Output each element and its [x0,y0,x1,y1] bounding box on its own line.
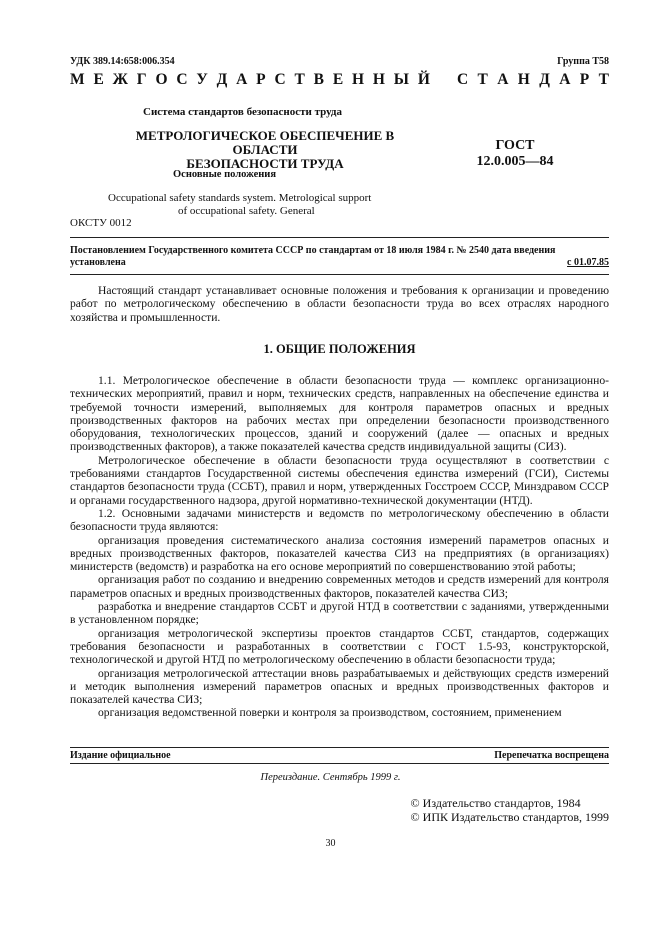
footer-notes [70,750,609,761]
gost-label: ГОСТ [495,138,535,153]
divider-top [70,237,609,238]
banner-word-interstate [70,71,430,89]
banner-letter: У [196,71,208,88]
banner-letter: Т [477,71,488,88]
paragraph: 1.1. Метрологическое обеспечение в области безопасности труда — комплекс организационно-технических мероприятий, правил и норм, технических средств, направленных на обеспечение единства и требуемой точности измерений, выполняемых для контроля параметров опасных и вредных производственных факторов на рабочих местах при определении безопасности производственного оборудования, технологических процессов, зданий и сооружений (далее — опасных и вредных производственных факторов), а также показателей качества средств индивидуальной защиты (СИЗ). [70,374,609,454]
banner-letter: А [497,71,509,88]
banner-letter: Т [294,71,305,88]
banner-letter: М [70,71,85,88]
reissue-note: Переиздание. Сентябрь 1999 г. [260,772,401,783]
intro-text: Настоящий стандарт устанавливает основные положения и требования к организации и проведению работ по метрологическому обеспечению в области безопасности труда во всех отраслях народного хозяйства и промышленности. [70,284,609,324]
reprint-prohibited: Перепечатка воспрещена [494,750,609,761]
gost-number: 12.0.005—84 [476,154,554,169]
banner-letter: Ж [112,71,128,88]
decree-note [70,245,609,269]
copyright-1999: © ИПК Издательство стандартов, 1999 [410,810,609,824]
paragraph: разработка и внедрение стандартов ССБТ и другой НТД в соответствии с заданиями, утвержденными в установленном порядке; [70,600,609,627]
english-title-line-1: Occupational safety standards system. Metrological support [108,192,372,204]
interstate-standard-banner [70,71,609,89]
title-line-2: БЕЗОПАСНОСТИ ТРУДА [186,156,344,171]
official-edition: Издание официальное [70,750,171,761]
banner-letter: О [155,71,168,88]
banner-letter: Н [517,71,530,88]
banner-letter: Г [136,71,147,88]
banner-letter: Й [417,71,430,88]
banner-letter: Р [579,71,590,88]
section-body [70,374,609,720]
divider-decree [70,274,609,275]
title-line-1: МЕТРОЛОГИЧЕСКОЕ ОБЕСПЕЧЕНИЕ В ОБЛАСТИ [135,128,395,157]
paragraph: организация метрологической аттестации вновь разрабатываемых и действующих средств измерений и методик выполнения измерений параметров опасных и вредных производственных факторов и показателей качества СИЗ; [70,666,609,707]
banner-letter: В [313,71,325,88]
banner-word-standard [457,71,609,89]
banner-letter: Н [352,71,365,88]
intro-paragraph [70,284,609,324]
udk-code: УДК 389.14:658:006.354 [70,56,175,67]
banner-letter: Е [93,71,104,88]
paragraph: 1.2. Основными задачами министерств и ведомств по метрологическому обеспечению в области безопасности труда являются: [70,506,609,534]
group-code: Группа Т58 [557,56,609,67]
banner-letter: Д [539,71,550,88]
standards-system-title: Система стандартов безопасности труда [143,106,342,118]
banner-letter: Ы [393,71,410,88]
decree-effective-date: с 01.07.85 [567,257,609,268]
banner-letter: А [559,71,571,88]
paragraph: организация ведомственной поверки и контроля за производством, состоянием, применением [98,706,562,720]
decree-line-1: Постановлением Государственного комитета СССР по стандартам от 18 июля 1984 г. № 2540 дата введения [70,245,556,256]
banner-letter: Р [256,71,266,88]
banner-letter: С [274,71,286,88]
document-title [120,129,410,171]
banner-letter: А [236,71,248,88]
banner-letter: Т [598,71,609,88]
decree-established: установлена [70,257,126,268]
english-title [108,192,380,218]
page-number: 30 [325,838,336,849]
banner-letter: Е [332,71,344,88]
paragraph: организация метрологической экспертизы проектов стандартов ССБТ, стандартов, содержащих требования безопасности и разработанных в соответствии с ГОСТ 1.5-93, конструкторской, технологической и другой НТД по метрологическому обеспечению в области безопасности труда; [70,626,609,667]
paragraph: организация проведения систематического анализа состояния измерений параметров опасных и вредных производственных факторов, показателей качества СИЗ на предприятиях (в организациях) министерств (ведомств) и разработка на его основе мероприятий по совершенствованию этой работы; [70,533,609,574]
section-heading: 1. ОБЩИЕ ПОЛОЖЕНИЯ [263,342,416,356]
banner-letter: Н [372,71,385,88]
banner-letter: С [457,71,469,88]
divider-footer [70,747,609,748]
copyright-block [411,796,609,824]
banner-letter: С [176,71,188,88]
english-title-line-2: of occupational safety. General [178,205,315,217]
paragraph: Метрологическое обеспечение в области безопасности труда осуществляют в соответствии с требованиями стандартов Государственной системы обеспечения единства измерений (ГСИ), Системы стандартов безопасности труда (ССБТ), правил и норм, утвержденных Госстроем СССР, Минздравом СССР и органами государственного надзора, другой нормативно-технической документации (НТД). [70,453,609,507]
divider-bottom [70,763,609,764]
okstu-code: ОКСТУ 0012 [70,217,132,229]
copyright-1984: © Издательство стандартов, 1984 [410,796,581,810]
paragraph: организация работ по созданию и внедрению современных методов и средств измерений для контроля параметров опасных и вредных производственных факторов, показателей качества СИЗ; [70,573,609,600]
document-subtitle: Основные положения [173,169,277,180]
gost-designation [475,138,555,170]
banner-letter: Д [216,71,228,88]
